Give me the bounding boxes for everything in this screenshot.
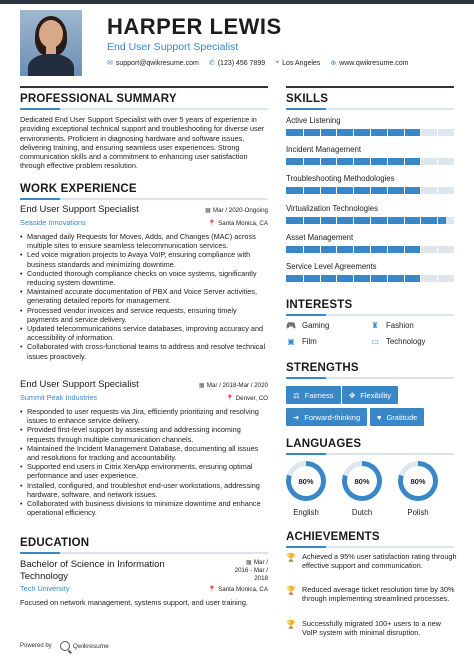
achievement-item: 🏆 Reduced average ticket resolution time by 30% through implementing streamlined processes. xyxy=(286,585,455,604)
location-text: Los Angeles xyxy=(282,59,321,67)
candidate-name: HARPER LEWIS xyxy=(107,14,282,39)
header-divider-right xyxy=(286,86,454,88)
email-text[interactable]: support@qwikresume.com xyxy=(115,59,199,67)
summary-text: Dedicated End User Support Specialist with over 5 years of experience in providing exceptional technical support and troubleshooting for diverse user environments. Proficient in diagnosing hardware and software issues, delivering training, and ensuring seamless user experiences. Strong communication skills and a commitment to enhancing user satisfaction through effective problem resolution. xyxy=(20,115,265,171)
pin-icon: 📍 xyxy=(208,586,217,593)
job-location: 📍 Denver, CO xyxy=(225,395,268,402)
degree-title: Bachelor of Science in Information Technology xyxy=(20,559,165,582)
job-date: ▦ Mar / 2018-Mar / 2020 xyxy=(198,382,268,389)
strength-tag: ⚖ Fairness xyxy=(286,386,341,404)
list-item: • Maintained accurate documentation of PBX and Voice Server activities, generating detailed reports for management. xyxy=(20,287,268,305)
list-item: • Processed vendor invoices and service requests, ensuring timely payments and service delivery. xyxy=(20,306,268,324)
education-heading-line xyxy=(20,552,268,554)
calendar-icon: ▦ xyxy=(205,207,211,214)
education-heading: EDUCATION xyxy=(20,537,90,549)
list-item: • Provided first-level support by assessing and addressing incoming requests through multiple communication channels. xyxy=(20,425,268,443)
language-name: Polish xyxy=(407,508,429,517)
education-text: Focused on network management, systems support, and user training. xyxy=(20,598,248,607)
contact-info xyxy=(107,59,418,67)
achievements-heading: ACHIEVEMENTS xyxy=(286,531,380,543)
calendar-icon: ▦ xyxy=(246,559,252,566)
brand-link[interactable]: Qwikresume xyxy=(72,642,109,650)
pin-icon: 📍 xyxy=(208,220,217,227)
job-bullets xyxy=(20,407,268,517)
school-name[interactable]: Tech University xyxy=(20,584,70,593)
achievements-heading-line xyxy=(286,546,454,548)
interests-heading-line xyxy=(286,314,454,316)
list-item: • Maintained the Incident Management Database, documenting all issues and resolutions for tracking and accountability. xyxy=(20,444,268,462)
strengths-heading-line xyxy=(286,377,454,379)
location-icon: ⌖ xyxy=(275,59,280,66)
skills-heading-line xyxy=(286,108,454,110)
film-icon: ▣ xyxy=(287,337,295,346)
qwikresume-logo-icon xyxy=(60,641,70,651)
list-item: • Responded to user requests via Jira, efficiently prioritizing and resolving issues to enhance service delivery. xyxy=(20,407,268,425)
phone-icon: ✆ xyxy=(208,60,215,67)
header-divider-left xyxy=(20,86,268,88)
list-item: • Supported end users in Citrix XenApp environments, ensuring optimal performance and user experience. xyxy=(20,462,268,480)
language-english xyxy=(284,461,328,517)
skill-level-fill xyxy=(286,217,446,224)
trophy-icon: 🏆 xyxy=(286,586,296,595)
list-item: • Conducted thorough compliance checks on voice systems, significantly reducing system downtime. xyxy=(20,269,268,287)
skill-name: Virtualization Technologies xyxy=(286,203,379,213)
language-name: Dutch xyxy=(351,508,373,517)
skill-name: Incident Management xyxy=(286,145,361,155)
trophy-icon: 🏆 xyxy=(286,620,296,629)
interests-heading: INTERESTS xyxy=(286,299,353,311)
footer xyxy=(20,641,109,651)
education-location: 📍 Santa Monica, CA xyxy=(208,586,268,593)
language-progress-ring xyxy=(398,461,438,501)
job-title: End User Support Specialist xyxy=(20,379,139,390)
list-item: • Collaborated with cross-functional teams to address and resolve technical issues proactively. xyxy=(20,342,268,360)
skill-level-bar xyxy=(286,217,454,224)
interest-film: ▣ Film xyxy=(287,337,317,346)
strengths-heading: STRENGTHS xyxy=(286,362,359,374)
arrows-icon: ✥ xyxy=(349,390,356,400)
powered-by-label: Powered by xyxy=(20,643,52,649)
experience-heading-line xyxy=(20,198,268,200)
achievement-item: 🏆 Achieved a 95% user satisfaction rating through effective support and communication. xyxy=(286,552,457,571)
heart-icon: ♥ xyxy=(377,412,382,422)
list-item: • Managed daily Requests for Moves, Adds, and Changes (MAC) across multiple sites to ensure seamless telecommunication services. xyxy=(20,232,268,250)
phone-text: (123) 456 7899 xyxy=(217,59,266,67)
language-percent: 80% xyxy=(291,466,321,496)
languages-heading-line xyxy=(286,453,454,455)
achievement-item: 🏆 Successfully migrated 100+ users to a new VoIP system with minimal disruption. xyxy=(286,619,441,638)
pin-icon: 📍 xyxy=(225,395,234,402)
candidate-title: End User Support Specialist xyxy=(107,41,239,53)
list-item: • Collaborated with business divisions to minimize downtime and enhance operational efficiency. xyxy=(20,499,268,517)
skill-name: Troubleshooting Methodologies xyxy=(286,174,395,184)
scale-icon: ⚖ xyxy=(293,390,300,400)
skill-name: Service Level Agreements xyxy=(286,262,377,271)
language-progress-ring xyxy=(342,461,382,501)
summary-heading-line xyxy=(20,108,268,110)
website-text[interactable]: www.qwikresume.com xyxy=(339,59,409,67)
job-company[interactable]: Seaside Innovations xyxy=(20,218,86,227)
skill-name: Active Listening xyxy=(286,116,341,125)
experience-heading: WORK EXPERIENCE xyxy=(20,183,137,195)
interest-gaming: 🎮 Gaming xyxy=(286,321,330,330)
list-item: • Installed, configured, and troubleshot end-user workstations, addressing hardware, software, and network issues. xyxy=(20,481,268,499)
list-item: • Updated telecommunications service databases, improving accuracy and accessibility of information. xyxy=(20,324,268,342)
interest-fashion: ♜ Fashion xyxy=(371,321,414,330)
strength-tag: ♥ Gratitude xyxy=(370,408,424,426)
language-name: English xyxy=(293,508,319,517)
language-dutch xyxy=(340,461,384,517)
email-icon: ✉ xyxy=(107,60,113,67)
summary-heading: PROFESSIONAL SUMMARY xyxy=(20,93,177,105)
list-item: • Led voice migration projects to Avaya VoIP, ensuring compliance with business standards and minimizing downtime. xyxy=(20,250,268,268)
job-location: 📍 Santa Monica, CA xyxy=(208,220,268,227)
education-date: ▦ Mar / 2016 - Mar / 2018 xyxy=(234,559,268,582)
top-accent-bar xyxy=(0,0,474,4)
job-title: End User Support Specialist xyxy=(20,204,139,215)
strength-tag: ➜ Forward-thinking xyxy=(286,408,367,426)
calendar-icon: ▦ xyxy=(198,382,205,389)
job-company[interactable]: Summit Peak Industries xyxy=(20,393,98,402)
skill-level-bar xyxy=(286,246,454,253)
skill-level-bar xyxy=(286,158,454,165)
gamepad-icon: 🎮 xyxy=(286,321,296,330)
language-percent: 80% xyxy=(403,466,433,496)
languages-heading: LANGUAGES xyxy=(286,438,362,450)
skill-level-bar xyxy=(286,129,454,136)
language-percent: 80% xyxy=(347,466,377,496)
job-date: ▦ Mar / 2020-Ongoing xyxy=(205,207,268,214)
interest-technology: ▭ Technology xyxy=(371,337,426,346)
arrow-right-icon: ➜ xyxy=(293,412,300,422)
skills-heading: SKILLS xyxy=(286,93,329,105)
skill-level-bar xyxy=(286,187,454,194)
laptop-icon: ▭ xyxy=(371,337,379,346)
skill-name: Asset Management xyxy=(286,232,354,242)
trophy-icon: 🏆 xyxy=(286,553,296,562)
skill-level-bar xyxy=(286,275,454,282)
job-bullets xyxy=(20,232,268,361)
language-polish xyxy=(396,461,440,517)
strength-tag: ✥ Flexibility xyxy=(342,386,398,404)
hanger-icon: ♜ xyxy=(371,321,379,330)
web-icon: ⊕ xyxy=(330,60,337,67)
profile-photo xyxy=(20,10,82,76)
language-progress-ring xyxy=(286,461,326,501)
